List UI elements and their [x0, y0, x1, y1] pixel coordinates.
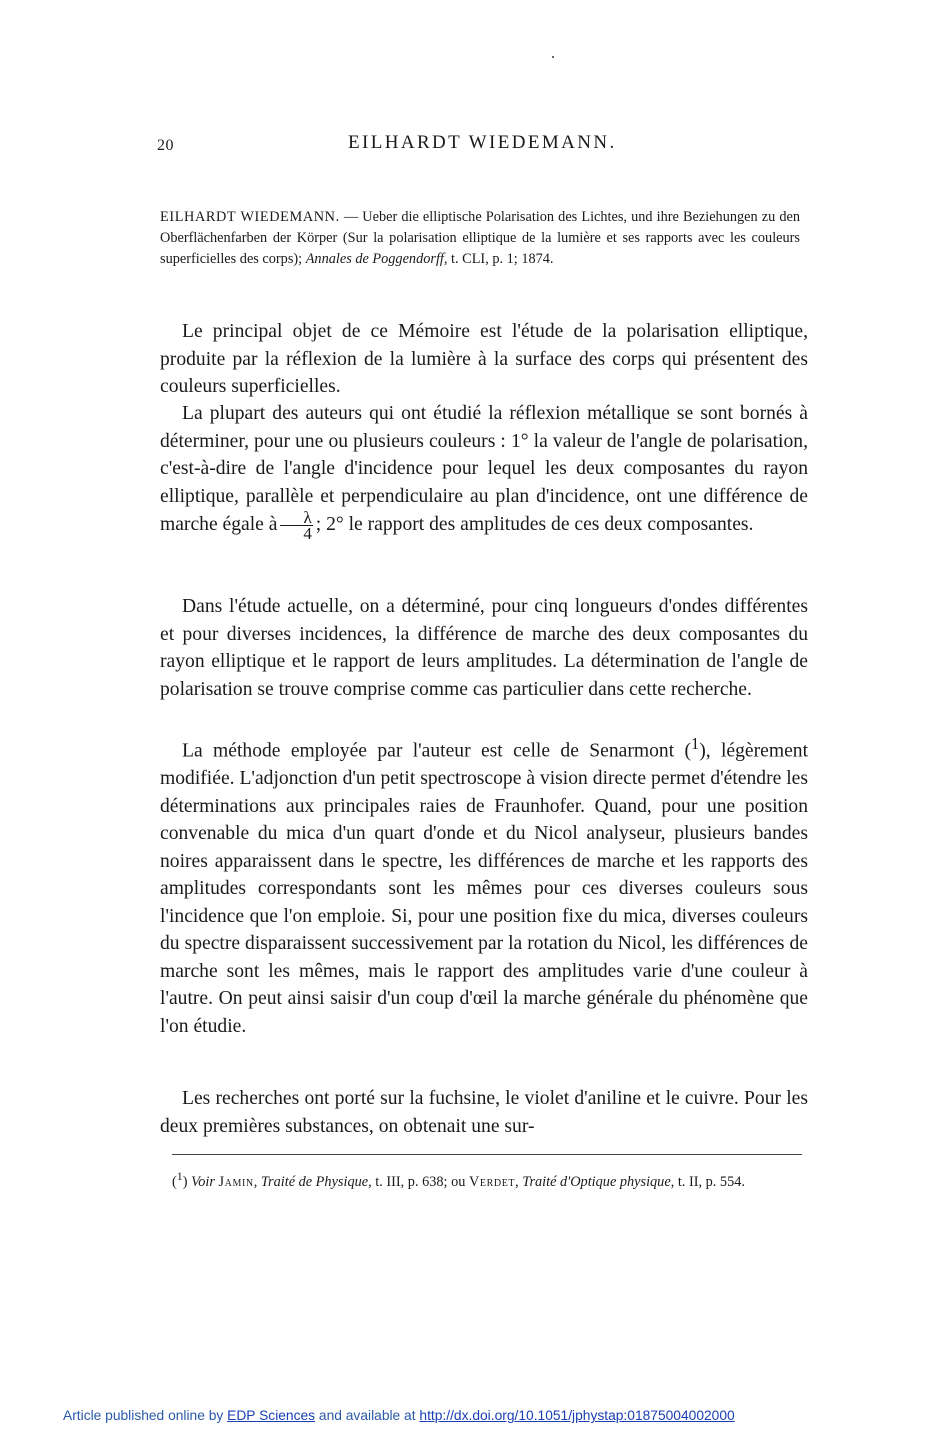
page-number: 20 — [157, 137, 174, 154]
paragraph-text-part: ; 2° le rapport des amplitudes de ces deux composantes. — [315, 514, 754, 535]
paragraph-text-part: La plupart des auteurs qui ont étudié la réflexion métallique se sont bornés à déterminer, pour une ou plusieurs couleurs : 1° la valeur de l'angle de polarisation, c'est-à-dire de l'angle d'incidence pour lequel les deux composantes du rayon elliptique, parallèle et perpendiculaire au plan d'incidence, ont une différence de marche égale à — [160, 403, 808, 535]
doi-link[interactable]: http://dx.doi.org/10.1051/jphystap:01875004002000 — [419, 1408, 735, 1423]
reference-journal: Annales de Poggendorff — [305, 251, 444, 267]
footnote-marker: 1 — [691, 734, 700, 753]
body-paragraph-5 — [160, 1085, 808, 1140]
print-speck — [552, 56, 554, 58]
footnote-title-1: Traité de Physique — [260, 1173, 369, 1190]
footnote-title-2: Traité d'Optique physique — [522, 1173, 671, 1190]
credit-prefix: Article published online by — [63, 1408, 228, 1423]
fraction-denominator: 4 — [303, 524, 312, 543]
footnote-voir: Voir — [191, 1173, 215, 1190]
reference-details: , t. CLI, p. 1; 1874. — [443, 251, 554, 267]
footnote-author-1: Jamin — [218, 1173, 254, 1190]
paragraph-text — [160, 400, 808, 541]
bibliographic-reference — [160, 207, 800, 270]
paragraph-text — [160, 730, 808, 1040]
paragraph-text-part: La méthode employée par l'auteur est celle de Senarmont ( — [182, 740, 692, 762]
reference-author: EILHARDT WIEDEMANN. — [160, 209, 340, 225]
body-paragraph-1 — [160, 318, 808, 401]
running-head: EILHARDT WIEDEMANN. — [348, 132, 617, 153]
credit-middle: and available at — [315, 1408, 420, 1423]
body-paragraph-2 — [160, 400, 808, 541]
footnote-mark: 1 — [176, 1169, 183, 1183]
publication-credit — [63, 1408, 735, 1423]
footnote-text-1: , t. III, p. 638; ou — [368, 1173, 469, 1190]
footnote-author-2: Verdet — [468, 1173, 516, 1190]
body-paragraph-4 — [160, 730, 808, 1040]
lambda-over-four-fraction — [280, 510, 312, 541]
paragraph-text: Les recherches ont porté sur la fuchsine, le violet d'aniline et le cuivre. Pour les deux premières substances, on obtenait une sur- — [160, 1088, 808, 1137]
publisher-link[interactable]: EDP Sciences — [227, 1408, 316, 1423]
footnote-rule — [172, 1154, 802, 1155]
body-paragraph-3 — [160, 593, 808, 703]
paragraph-text-part: ), légèrement modifiée. L'adjonction d'un petit spectroscope à vision directe permet d'étendre les déterminations aux principales raies de Fraunhofer. Quand, pour une position convenable du mica d'un quart d'onde et du Nicol analyseur, plusieurs bandes noires apparaissent dans le spectre, les différences de marche et les rapports des amplitudes correspondants sont les mêmes pour ces diverses couleurs sous l'incidence que l'on emploie. Si, pour une position fixe du mica, diverses couleurs du spectre disparaissent successivement par la rotation du Nicol, les différences de marche sont les mêmes, mais le rapport des amplitudes varie d'une couleur à l'autre. On peut ainsi saisir d'un coup d'œil la marche générale du phénomène que l'on étudie. — [160, 740, 809, 1037]
reference-title: — Ueber die elliptische Polarisation des Lichtes, und ihre Beziehungen zu den Oberflächenfarben der Körper (Sur la polarisation elliptique de la lumière et ses rapports avec les couleurs superficielles des corps); — [160, 209, 800, 267]
paragraph-text: Le principal objet de ce Mémoire est l'étude de la polarisation elliptique, produite par la réflexion de la lumière à la surface des corps qui présentent des couleurs superficielles. — [160, 321, 808, 397]
paragraph-text: Dans l'étude actuelle, on a déterminé, pour cinq longueurs d'ondes différentes et pour diverses incidences, la différence de marche des deux composantes du rayon elliptique et le rapport de leurs amplitudes. La détermination de l'angle de polarisation se trouve comprise comme cas particulier dans cette recherche. — [160, 596, 808, 700]
footnote-text-2: , t. II, p. 554. — [670, 1173, 745, 1190]
fraction-numerator: λ — [280, 510, 312, 526]
footnote: ($^1$) Voir Jamin, Traité de Physique, t. III, p. 638; ou Verdet, Traité d'Optique physique, t. II, p. 554. — [172, 1169, 745, 1190]
